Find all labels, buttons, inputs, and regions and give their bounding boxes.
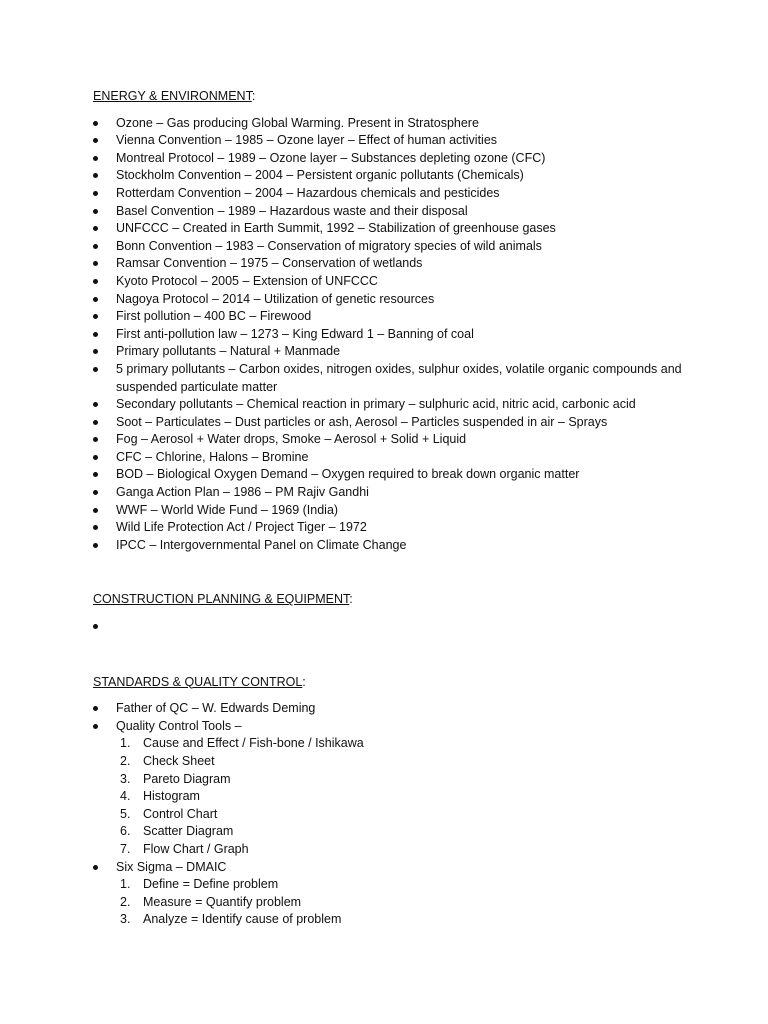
list-item: Montreal Protocol – 1989 – Ozone layer – Substances depleting ozone (CFC) (93, 150, 728, 168)
item-number: 5. (120, 806, 131, 821)
numbered-item-text: Define = Define problem (143, 877, 279, 892)
section-title-text: STANDARDS & QUALITY CONTROL (93, 674, 303, 689)
energy-environment-list (93, 115, 728, 555)
list-item: Ozone – Gas producing Global Warming. Present in Stratosphere (93, 115, 728, 133)
list-item: CFC – Chlorine, Halons – Bromine (93, 449, 728, 467)
list-item: First anti-pollution law – 1273 – King Edward 1 – Banning of coal (93, 326, 728, 344)
list-item: Secondary pollutants – Chemical reaction in primary – sulphuric acid, nitric acid, carbonic acid (93, 396, 728, 414)
list-item: BOD – Biological Oxygen Demand – Oxygen required to break down organic matter (93, 466, 728, 484)
list-item: 5 primary pollutants – Carbon oxides, nitrogen oxides, sulphur oxides, volatile organic compounds and suspended particulate matter (93, 361, 728, 396)
section-spacer (93, 554, 728, 591)
numbered-item (116, 911, 728, 929)
list-item: WWF – World Wide Fund – 1969 (India) (93, 502, 728, 520)
numbered-item (116, 841, 728, 859)
list-item-text: Father of QC – W. Edwards Deming (116, 701, 316, 716)
item-number: 4. (120, 789, 131, 804)
item-number: 1. (120, 736, 131, 751)
list-item: Soot – Particulates – Dust particles or ash, Aerosol – Particles suspended in air – Sprays (93, 414, 728, 432)
six-sigma-list (116, 876, 728, 929)
list-item: Primary pollutants – Natural + Manmade (93, 343, 728, 361)
list-item-empty (93, 618, 728, 636)
numbered-item-text: Scatter Diagram (143, 824, 234, 839)
numbered-item-text: Histogram (143, 789, 200, 804)
section-title-construction-planning: CONSTRUCTION PLANNING & EQUIPMENT: (93, 592, 353, 607)
section-title-standards-quality: STANDARDS & QUALITY CONTROL: (93, 674, 306, 689)
numbered-item-text: Cause and Effect / Fish-bone / Ishikawa (143, 736, 364, 751)
item-number: 6. (120, 824, 131, 839)
section-title-text: ENERGY & ENVIRONMENT (93, 89, 252, 103)
numbered-item (116, 788, 728, 806)
list-item-text: Quality Control Tools – (116, 718, 242, 733)
list-item: Stockholm Convention – 2004 – Persistent organic pollutants (Chemicals) (93, 167, 728, 185)
list-item: Bonn Convention – 1983 – Conservation of migratory species of wild animals (93, 238, 728, 256)
quality-tools-list (116, 735, 728, 858)
list-item: UNFCCC – Created in Earth Summit, 1992 – Stabilization of greenhouse gases (93, 220, 728, 238)
numbered-item-text: Analyze = Identify cause of problem (143, 912, 342, 927)
item-number: 2. (120, 754, 131, 768)
numbered-item (116, 806, 728, 824)
list-item: Wild Life Protection Act / Project Tiger – 1972 (93, 519, 728, 537)
numbered-item-text: Flow Chart / Graph (143, 841, 249, 856)
section-spacer (93, 636, 728, 674)
numbered-item (116, 753, 728, 771)
numbered-item (116, 894, 728, 912)
list-item: Basel Convention – 1989 – Hazardous waste and their disposal (93, 203, 728, 221)
numbered-item-text: Check Sheet (143, 754, 215, 768)
list-item: Rotterdam Convention – 2004 – Hazardous chemicals and pesticides (93, 185, 728, 203)
item-number: 3. (120, 912, 131, 927)
list-item (93, 718, 728, 859)
section-title-text: CONSTRUCTION PLANNING & EQUIPMENT (93, 592, 350, 607)
list-item: First pollution – 400 BC – Firewood (93, 308, 728, 326)
numbered-item (116, 735, 728, 753)
list-item: IPCC – Intergovernmental Panel on Climate Change (93, 537, 728, 555)
list-item (93, 700, 728, 718)
numbered-item (116, 876, 728, 894)
item-number: 3. (120, 771, 131, 786)
list-item-text: Six Sigma – DMAIC (116, 859, 227, 874)
list-item: Fog – Aerosol + Water drops, Smoke – Aerosol + Solid + Liquid (93, 431, 728, 449)
item-number: 1. (120, 877, 131, 892)
numbered-item-text: Measure = Quantify problem (143, 894, 302, 909)
numbered-item-text: Control Chart (143, 806, 218, 821)
list-item: Vienna Convention – 1985 – Ozone layer – Effect of human activities (93, 132, 728, 150)
item-number: 2. (120, 894, 131, 909)
numbered-item (116, 823, 728, 841)
list-item: Nagoya Protocol – 2014 – Utilization of genetic resources (93, 291, 728, 309)
numbered-item (116, 771, 728, 789)
section-title-energy-environment: ENERGY & ENVIRONMENT: (93, 89, 256, 103)
item-number: 7. (120, 841, 131, 856)
list-item: Ramsar Convention – 1975 – Conservation of wetlands (93, 255, 728, 273)
list-item: Kyoto Protocol – 2005 – Extension of UNFCCC (93, 273, 728, 291)
list-item: Ganga Action Plan – 1986 – PM Rajiv Gandhi (93, 484, 728, 502)
numbered-item-text: Pareto Diagram (143, 771, 231, 786)
construction-planning-list (93, 618, 728, 636)
list-item (93, 859, 728, 929)
standards-quality-list (93, 700, 728, 929)
